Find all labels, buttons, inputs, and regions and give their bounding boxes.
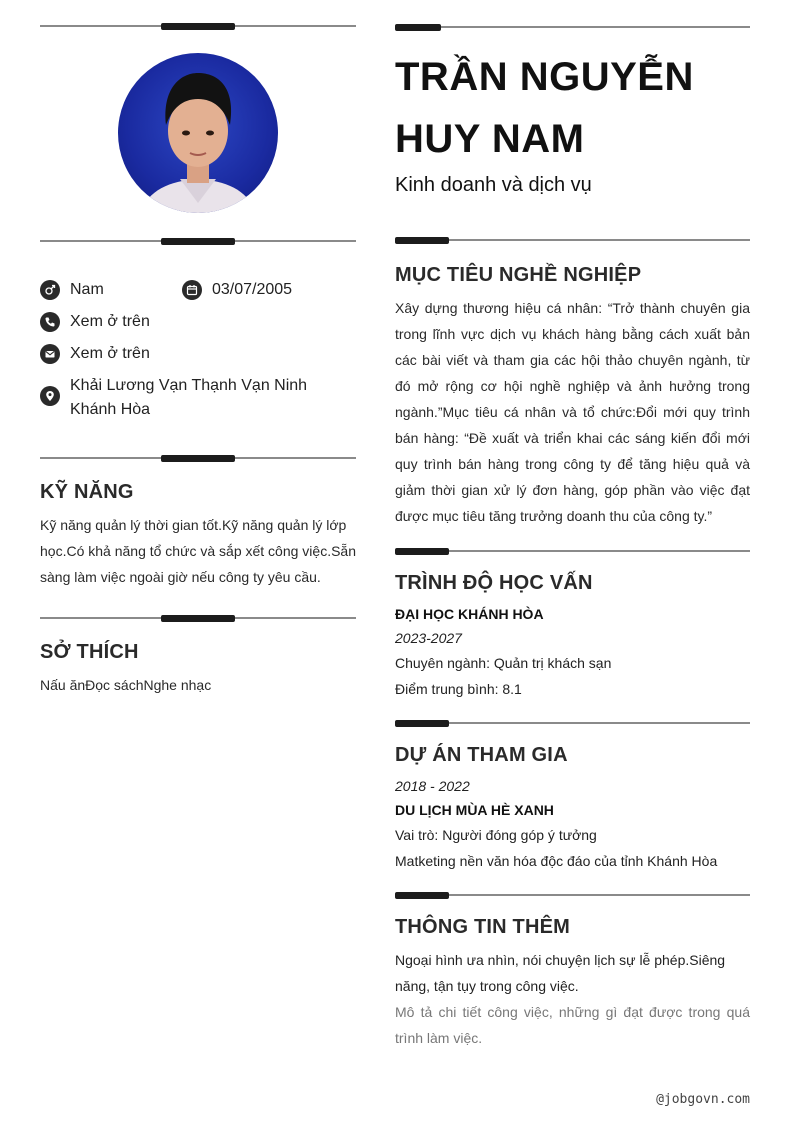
- extra-text: Ngoại hình ưa nhìn, nói chuyện lịch sự lễ phép.Siêng năng, tận tụy trong công việc.: [395, 952, 726, 994]
- objective-text: Xây dựng thương hiệu cá nhân: “Trở thành chuyên gia trong lĩnh vực dịch vụ khách hàng bằng cách xuất bản các bài viết và tham gia các hội thảo chuyên ngành, từ đó mở rộng cơ hội nghề nghiệp và ảnh hưởng trong ngành.”Mục tiêu cá nhân và tổ chức:Đổi mới quy trình bán hàng: “Đề xuất và triển khai các sáng kiến đổi mới quy trình bán hàng trong công ty để tăng hiệu quả và giảm thời gian xử lý đơn hàng, góp phần vào việc đạt được mục tiêu tăng trưởng doanh thu của công ty.”: [395, 300, 750, 524]
- gender-value: Nam: [70, 281, 104, 298]
- right-divider-extra: [395, 894, 750, 896]
- project-item: [395, 774, 750, 874]
- contact-address: [40, 374, 356, 422]
- email-icon: [40, 344, 60, 364]
- skills-title: KỸ NĂNG: [40, 481, 134, 503]
- calendar-icon: [182, 280, 202, 300]
- left-divider-contact: [40, 240, 356, 242]
- location-pin-icon: [40, 386, 60, 406]
- objective-title: MỤC TIÊU NGHỀ NGHIỆP: [395, 264, 642, 286]
- phone-value: Xem ở trên: [70, 313, 150, 330]
- contact-email: [40, 342, 150, 366]
- left-divider-hobbies: [40, 617, 356, 619]
- address-value: Khải Lương Vạn Thạnh Vạn Ninh Khánh Hòa: [70, 377, 308, 418]
- hobbies-text: Nấu ănĐọc sáchNghe nhạc: [40, 677, 212, 693]
- right-divider-projects: [395, 722, 750, 724]
- contact-birthday: [182, 278, 292, 302]
- education-title: TRÌNH ĐỘ HỌC VẤN: [395, 572, 593, 594]
- extra-item: [395, 947, 750, 1051]
- phone-icon: [40, 312, 60, 332]
- birthday-value: 03/07/2005: [212, 281, 293, 298]
- education-period: 2023-2027: [395, 630, 462, 646]
- school-name: ĐẠI HỌC KHÁNH HÒA: [395, 606, 544, 622]
- project-period: 2018 - 2022: [395, 778, 470, 794]
- name-line-2: HUY NAM: [395, 117, 585, 161]
- full-name: [395, 46, 750, 170]
- extra-placeholder: Mô tả chi tiết công việc, những gì đạt được trong quá trình làm việc.: [395, 1004, 750, 1046]
- education-item: [395, 602, 750, 702]
- contact-phone: [40, 310, 150, 334]
- extra-title: THÔNG TIN THÊM: [395, 916, 571, 938]
- education-major: Chuyên ngành: Quản trị khách sạn: [395, 655, 612, 671]
- projects-title: DỰ ÁN THAM GIA: [395, 744, 568, 766]
- project-name: DU LỊCH MÙA HÈ XANH: [395, 802, 554, 818]
- right-divider-top: [395, 26, 750, 28]
- email-value: Xem ở trên: [70, 345, 150, 362]
- right-divider-education: [395, 550, 750, 552]
- project-role: Vai trò: Người đóng góp ý tưởng: [395, 827, 597, 843]
- left-divider-skills: [40, 457, 356, 459]
- job-title: Kinh doanh và dịch vụ: [395, 174, 592, 196]
- project-desc: Matketing nền văn hóa độc đáo của tỉnh Khánh Hòa: [395, 853, 718, 869]
- right-divider-objective: [395, 239, 750, 241]
- person-photo-icon: [118, 53, 278, 213]
- gender-icon: [40, 280, 60, 300]
- hobbies-title: SỞ THÍCH: [40, 641, 139, 663]
- watermark: @jobgovn.com: [656, 1092, 750, 1107]
- education-gpa: Điểm trung bình: 8.1: [395, 681, 522, 697]
- name-line-1: TRẦN NGUYỄN: [395, 55, 694, 99]
- left-divider-top: [40, 25, 356, 27]
- contact-gender: [40, 278, 104, 302]
- avatar: [118, 53, 278, 213]
- skills-text: Kỹ năng quản lý thời gian tốt.Kỹ năng quản lý lớp học.Có khả năng tổ chức và sắp xết công việc.Sẵn sàng làm việc ngoài giờ nếu công ty yêu cầu.: [40, 517, 357, 585]
